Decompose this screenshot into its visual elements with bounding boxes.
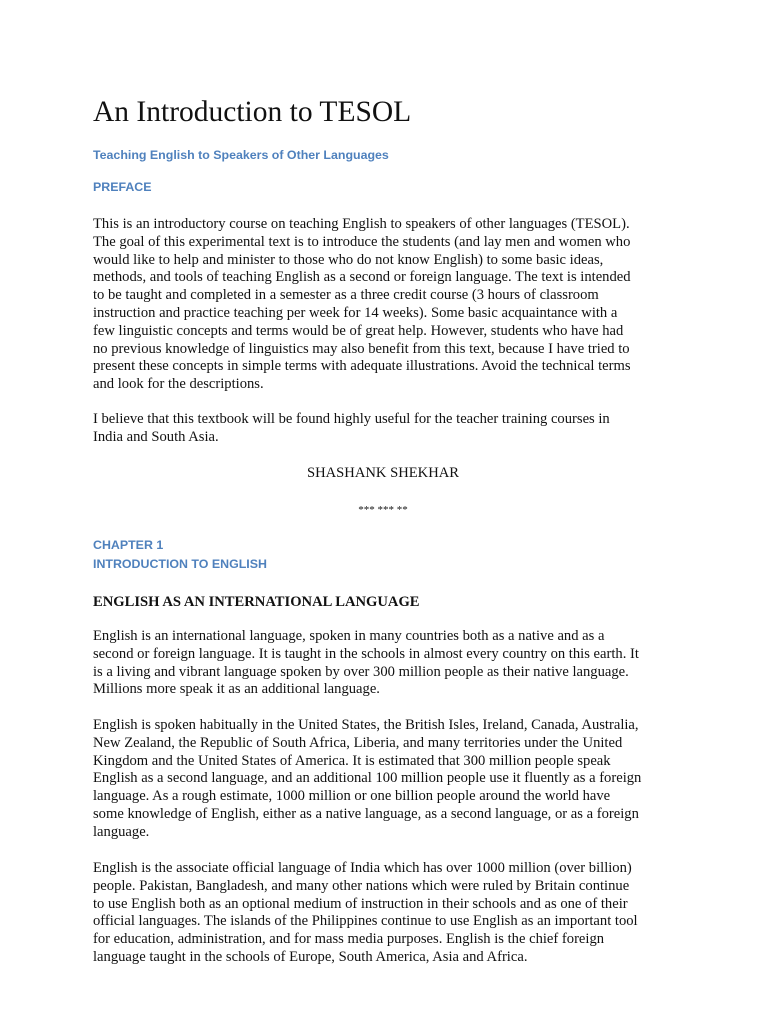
chapter-number: CHAPTER 1	[93, 538, 164, 552]
text-line: language.	[93, 823, 150, 840]
text-line: to be taught and completed in a semester as a three credit course (3 hours of classroom	[93, 287, 599, 304]
text-line: methods, and tools of teaching English as a second or foreign language. The text is intended	[93, 269, 631, 286]
document-title: An Introduction to TESOL	[93, 96, 412, 128]
text-line: no previous knowledge of linguistics may also benefit from this text, because I have tried to	[93, 340, 630, 357]
text-line: This is an introductory course on teaching English to speakers of other languages (TESOL).	[93, 216, 630, 232]
preface-heading: PREFACE	[93, 180, 152, 194]
text-line: I believe that this textbook will be found highly useful for the teacher training courses in	[93, 411, 610, 427]
text-line: language taught in the schools of Europe, South America, Asia and Africa.	[93, 948, 528, 965]
text-line: would like to help and minister to those who do not know English) to some basic ideas,	[93, 251, 604, 268]
section-paragraph-3	[93, 860, 638, 967]
chapter-title: INTRODUCTION TO ENGLISH	[93, 557, 267, 571]
text-line: Millions more speak it as an additional language.	[93, 681, 380, 698]
text-line: people. Pakistan, Bangladesh, and many other nations which were ruled by Britain continue	[93, 877, 630, 894]
section-separator: *** *** **	[358, 504, 408, 516]
text-line: language. As a rough estimate, 1000 million or one billion people around the world have	[93, 788, 611, 805]
text-line: and look for the descriptions.	[93, 376, 264, 393]
document-subtitle: Teaching English to Speakers of Other Languages	[93, 148, 389, 162]
text-line: New Zealand, the Republic of South Africa, Liberia, and many territories under the United	[93, 734, 623, 751]
text-line: official languages. The islands of the Philippines continue to use English as an important tool	[93, 913, 638, 930]
text-line: some knowledge of English, either as a native language, as a second language, or as a foreign	[93, 805, 639, 822]
text-line: second or foreign language. It is taught in the schools in almost every country on this earth. It	[93, 645, 639, 662]
preface-paragraph-1	[93, 216, 631, 394]
text-line: English is an international language, spoken in many countries both as a native and as a	[93, 628, 605, 644]
section-paragraph-1	[93, 628, 639, 699]
text-line: English as a second language, and an additional 100 million people use it fluently as a foreign	[93, 770, 642, 787]
section-paragraph-2	[93, 717, 641, 842]
section-heading: ENGLISH AS AN INTERNATIONAL LANGUAGE	[93, 594, 420, 610]
preface-paragraph-2	[93, 411, 610, 447]
text-line: Kingdom and the United States of America. It is estimated that 300 million people speak	[93, 752, 611, 769]
text-line: for education, administration, and for mass media purposes. English is the chief foreign	[93, 931, 605, 948]
text-line: India and South Asia.	[93, 428, 219, 445]
author-name: SHASHANK SHEKHAR	[306, 465, 460, 481]
text-line: The goal of this experimental text is to introduce the students (and lay men and women who	[93, 233, 631, 250]
text-line: English is the associate official language of India which has over 1000 million (over billion)	[93, 860, 632, 876]
text-line: is a living and vibrant language spoken by over 300 million people as their native language.	[93, 663, 629, 680]
text-line: present these concepts in simple terms with adequate illustrations. Avoid the technical terms	[93, 358, 631, 375]
text-line: few linguistic concepts and terms would be of great help. However, students who have had	[93, 322, 624, 339]
text-line: English is spoken habitually in the United States, the British Isles, Ireland, Canada, Australia,	[93, 717, 639, 733]
text-line: instruction and practice teaching per week for 14 weeks). Some basic acquaintance with a	[93, 304, 618, 321]
text-line: to use English both as an optional medium of instruction in their schools and as one of their	[93, 895, 628, 912]
